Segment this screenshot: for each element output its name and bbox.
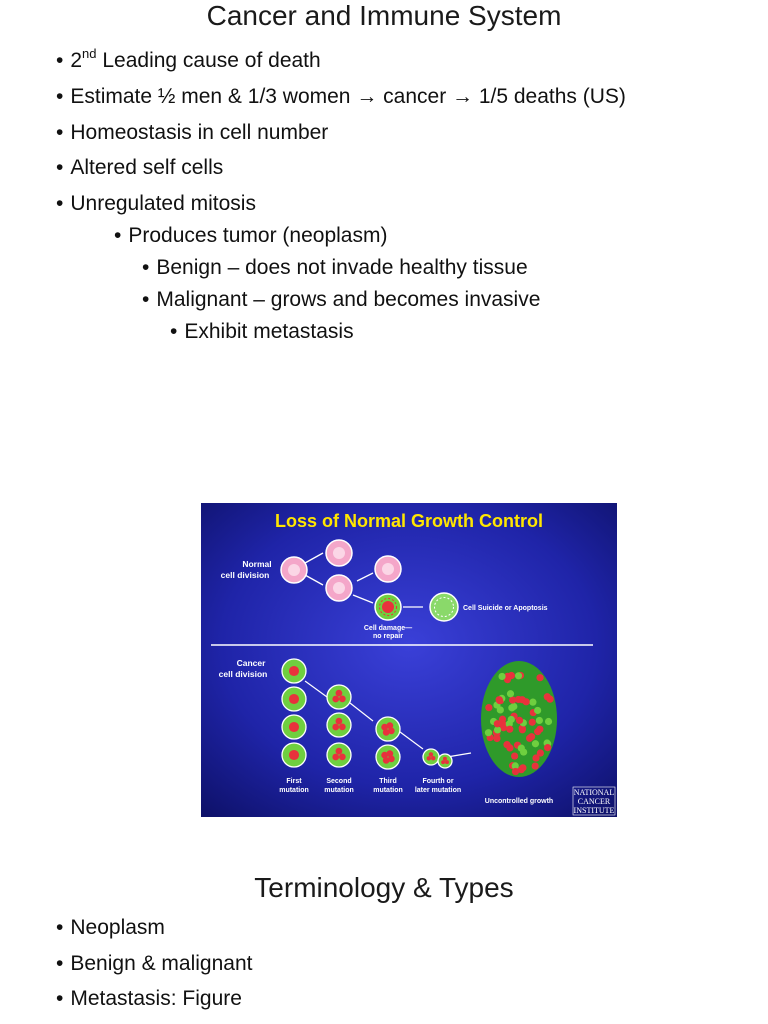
- bullet-item: • Benign & malignant: [56, 951, 252, 977]
- nci-logo: [573, 787, 615, 815]
- bullet-item: • Malignant – grows and becomes invasive: [142, 287, 540, 313]
- cancer-cell: [282, 687, 306, 711]
- slide-title-cancer: Cancer and Immune System: [206, 0, 562, 31]
- bullet-item: • Benign – does not invade healthy tissue: [142, 255, 528, 281]
- mutation-label-second-1: Second: [326, 778, 352, 785]
- bullet-item: • Metastasis: Figure: [56, 986, 242, 1012]
- normal-label-1: Normal: [242, 559, 272, 569]
- mutation-label-third-1: Third: [379, 778, 397, 785]
- mutation-label-third-2: mutation: [373, 787, 403, 794]
- bullet-item: • Exhibit metastasis: [170, 319, 354, 345]
- cancer-cell: [376, 745, 400, 769]
- svg-text:CANCER: CANCER: [577, 797, 611, 806]
- bullet-item: • Altered self cells: [56, 155, 223, 181]
- cancer-cell: [327, 743, 351, 767]
- bullet-item: • Produces tumor (neoplasm): [114, 223, 387, 249]
- mutation-label-fourth-2: later mutation: [414, 787, 462, 794]
- apoptotic-cell: [430, 593, 458, 621]
- cancer-cell: [327, 685, 351, 709]
- mutation-label-first-1: First: [286, 778, 302, 785]
- slide-title-terminology: Terminology & Types: [254, 872, 514, 903]
- damaged-cell: [375, 594, 401, 620]
- bullet-item: • Homeostasis in cell number: [56, 120, 328, 146]
- mutation-label-first-2: mutation: [279, 787, 309, 794]
- growth-control-diagram: [201, 503, 617, 817]
- cancer-cell: [282, 743, 306, 767]
- cancer-cell: [282, 715, 306, 739]
- mutation-label-fourth-1: Fourth or: [422, 778, 454, 785]
- cancer-label-2: cell division: [218, 669, 268, 679]
- growth-control-figure: [201, 503, 617, 817]
- tumor-mass: [481, 661, 557, 777]
- cancer-cell: [327, 713, 351, 737]
- bullet-item: • 2nd Leading cause of death: [56, 48, 321, 74]
- cancer-cell: [282, 659, 306, 683]
- normal-label-2: cell division: [220, 570, 270, 580]
- figure-title: Loss of Normal Growth Control: [275, 511, 543, 531]
- mutation-label-second-2: mutation: [324, 787, 354, 794]
- uncontrolled-growth-label: Uncontrolled growth: [484, 798, 554, 805]
- svg-text:NATIONAL: NATIONAL: [573, 788, 615, 797]
- damage-label-1: Cell damage—: [363, 625, 413, 632]
- damage-label-2: no repair: [373, 633, 403, 640]
- bullet-item: • Estimate ½ men & 1/3 women → cancer → 1/5 deaths (US): [56, 84, 626, 110]
- cancer-cell: [423, 749, 439, 765]
- bullet-item: • Unregulated mitosis: [56, 191, 256, 217]
- apoptosis-label: Cell Suicide or Apoptosis: [463, 605, 548, 612]
- bullet-item: • Neoplasm: [56, 915, 165, 941]
- svg-text:INSTITUTE: INSTITUTE: [573, 806, 615, 815]
- cancer-cell: [438, 754, 452, 768]
- cancer-cell: [376, 717, 400, 741]
- cancer-label-1: Cancer: [236, 658, 266, 668]
